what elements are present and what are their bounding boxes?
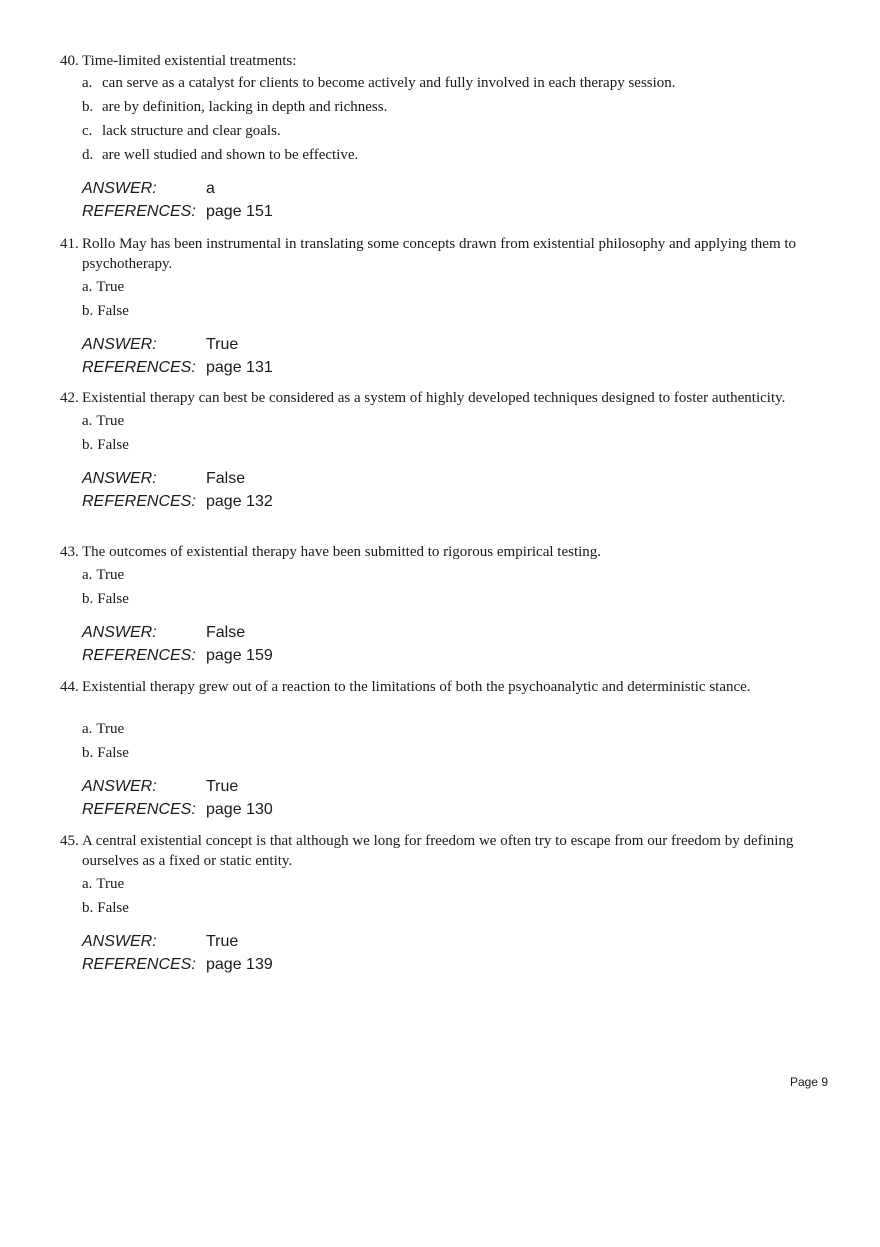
option-text: False — [97, 590, 129, 607]
option — [60, 73, 820, 93]
answer-label: ANSWER: — [82, 932, 157, 950]
answer-value: True — [206, 778, 239, 795]
references-value: page 132 — [206, 492, 273, 510]
option — [60, 589, 820, 609]
option-text: True — [96, 566, 125, 583]
references-label: REFERENCES: — [82, 492, 196, 510]
references-value: page 159 — [206, 646, 273, 664]
option-text: False — [97, 302, 129, 319]
option — [60, 719, 820, 739]
option-text: True — [96, 875, 125, 892]
option — [60, 743, 820, 763]
answer-label: ANSWER: — [82, 778, 157, 795]
option-text: False — [97, 436, 129, 453]
option-text: can serve as a catalyst for clients to become actively and fully involved in each therapy session. — [102, 75, 676, 91]
answer-label: ANSWER: — [82, 335, 157, 353]
question-44 — [60, 677, 820, 821]
references-line — [60, 799, 820, 821]
references-line — [60, 357, 820, 379]
option-letter: a. — [82, 75, 93, 91]
question-text: Existential therapy grew out of a reaction to the limitations of both the psychoanalytic and deterministic stance. — [82, 679, 751, 695]
question-stem — [60, 677, 820, 697]
question-stem — [60, 51, 820, 71]
option-letter: b. — [82, 302, 94, 319]
option-text: are well studied and shown to be effective. — [102, 147, 359, 163]
question-stem — [60, 388, 820, 408]
option — [60, 435, 820, 455]
question-stem — [60, 831, 820, 871]
references-label: REFERENCES: — [82, 358, 196, 376]
question-number: 42. — [60, 390, 79, 406]
option — [60, 898, 820, 918]
option-letter: a. — [82, 875, 93, 892]
option — [60, 874, 820, 894]
option-letter: a. — [82, 566, 93, 583]
question-text: The outcomes of existential therapy have been submitted to rigorous empirical testing. — [82, 544, 602, 560]
option-text: True — [96, 412, 125, 429]
option-letter: b. — [82, 436, 94, 453]
option-text: True — [96, 721, 125, 737]
option — [60, 301, 820, 321]
answer-value: False — [206, 623, 246, 641]
answer-line — [60, 334, 820, 356]
question-stem — [60, 542, 820, 562]
option — [60, 277, 820, 297]
option-letter: a. — [82, 278, 93, 295]
option-text: are by definition, lacking in depth and richness. — [102, 99, 388, 115]
question-number: 45. — [60, 833, 79, 849]
answer-value: True — [206, 335, 239, 353]
option-letter: a. — [82, 721, 93, 737]
references-label: REFERENCES: — [82, 646, 196, 664]
references-line — [60, 645, 820, 667]
references-line — [60, 491, 820, 513]
option-text: lack structure and clear goals. — [102, 123, 281, 139]
answer-line — [60, 622, 820, 644]
page-number: Page 9 — [789, 1075, 828, 1089]
question-40 — [60, 51, 820, 223]
answer-label: ANSWER: — [82, 180, 157, 197]
question-number: 40. — [60, 53, 79, 69]
option — [60, 97, 820, 117]
question-number: 44. — [60, 679, 79, 695]
question-text: Rollo May has been instrumental in translating some concepts drawn from existential philosophy and applying them to psychotherapy. — [82, 236, 797, 272]
references-line — [60, 954, 820, 976]
references-value: page 151 — [206, 203, 273, 220]
references-label: REFERENCES: — [82, 955, 196, 973]
option — [60, 565, 820, 585]
answer-line — [60, 468, 820, 490]
question-number: 43. — [60, 544, 79, 560]
references-value: page 130 — [206, 801, 273, 818]
option-letter: b. — [82, 899, 94, 916]
option-text: False — [97, 899, 129, 916]
answer-line — [60, 178, 820, 200]
option-text: False — [97, 745, 129, 761]
question-text: Time-limited existential treatments: — [82, 53, 297, 69]
question-41 — [60, 234, 820, 379]
option — [60, 121, 820, 141]
references-value: page 131 — [206, 358, 273, 376]
question-45 — [60, 831, 820, 976]
answer-label: ANSWER: — [82, 623, 157, 641]
option-text: True — [96, 278, 125, 295]
option — [60, 145, 820, 165]
answer-line — [60, 931, 820, 953]
option-letter: a. — [82, 412, 93, 429]
references-value: page 139 — [206, 955, 273, 973]
option-letter: d. — [82, 147, 94, 163]
question-stem — [60, 234, 820, 274]
question-text: Existential therapy can best be considered as a system of highly developed techniques designed to foster authenticity. — [82, 390, 786, 406]
option-letter: b. — [82, 99, 94, 115]
question-42 — [60, 388, 820, 513]
question-number: 41. — [60, 236, 79, 252]
answer-value: True — [206, 932, 239, 950]
answer-line — [60, 776, 820, 798]
references-label: REFERENCES: — [82, 801, 196, 818]
answer-value: False — [206, 469, 246, 487]
question-43 — [60, 542, 820, 667]
references-label: REFERENCES: — [82, 203, 196, 220]
option-letter: c. — [82, 123, 93, 139]
option — [60, 411, 820, 431]
question-text: A central existential concept is that although we long for freedom we often try to escape from our freedom by defining ourselves as a fixed or static entity. — [82, 833, 794, 869]
option-letter: b. — [82, 590, 94, 607]
references-line — [60, 201, 820, 223]
answer-label: ANSWER: — [82, 469, 157, 487]
answer-value: a — [206, 180, 215, 197]
option-letter: b. — [82, 745, 94, 761]
